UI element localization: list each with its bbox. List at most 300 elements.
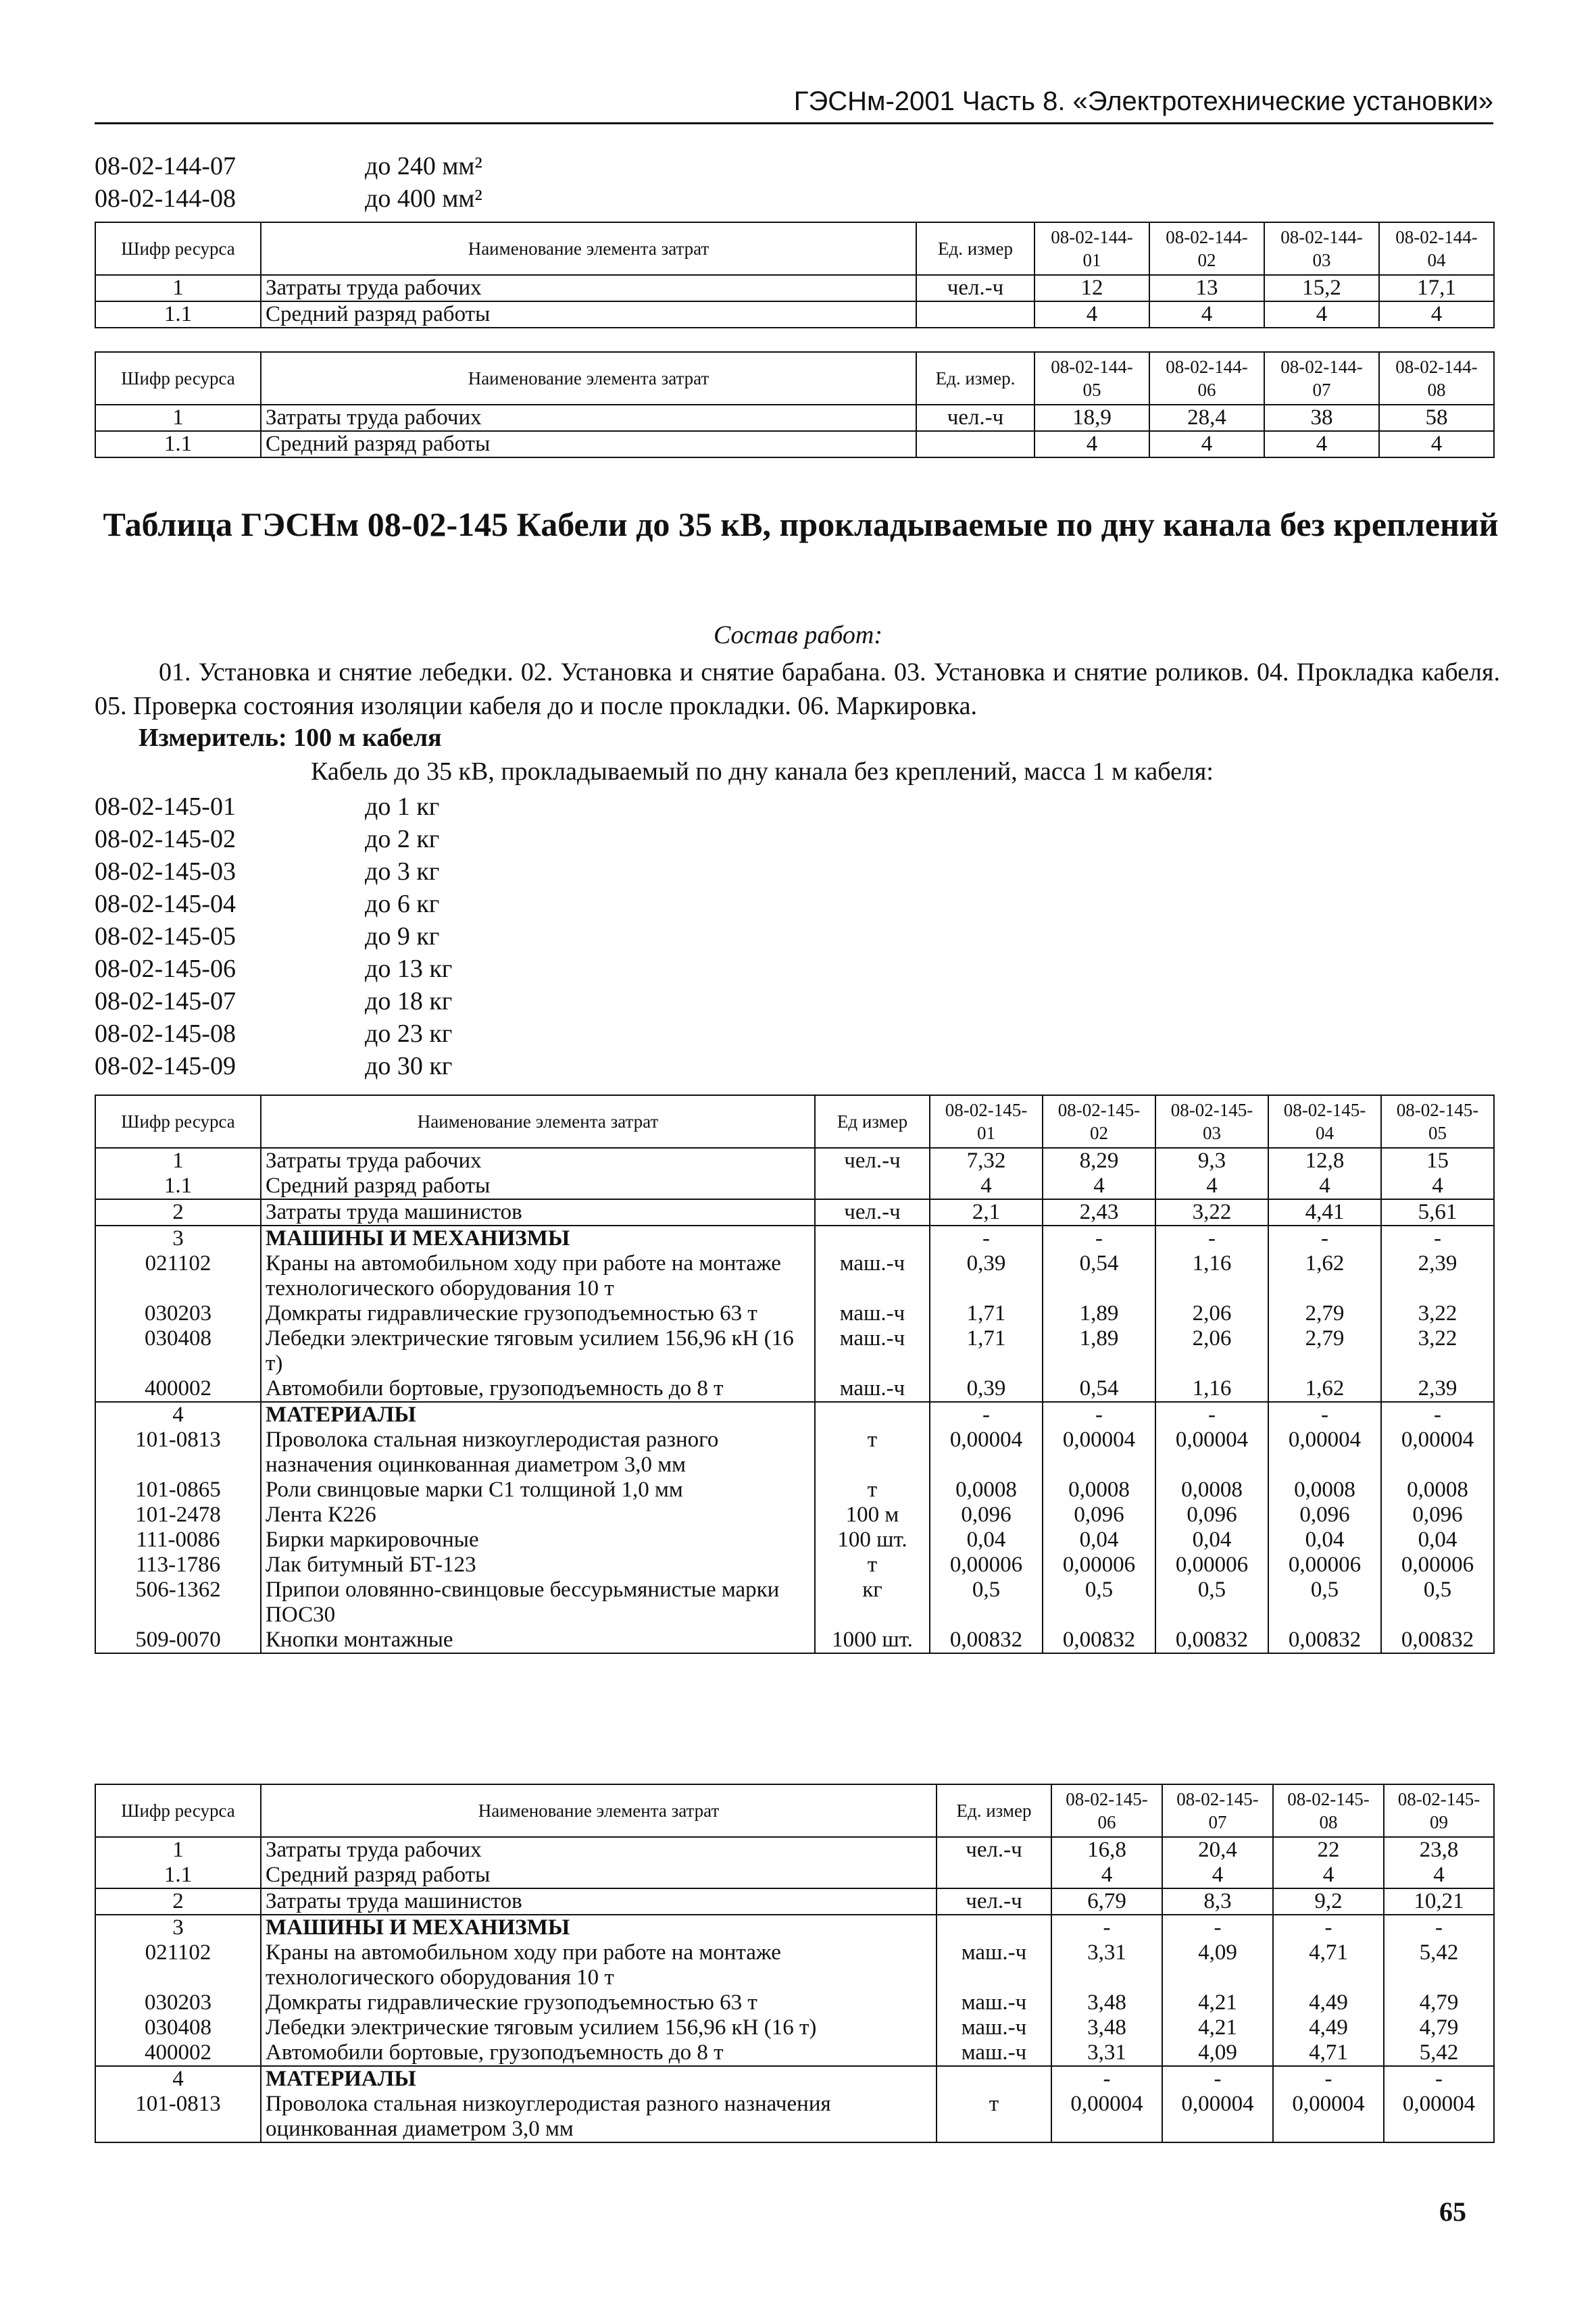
resource-value: 3,22 <box>1155 1199 1268 1226</box>
resource-value: 4 <box>1381 1174 1494 1199</box>
resource-name: Затраты труда рабочих <box>261 1837 937 1863</box>
resource-name: Затраты труда машинистов <box>261 1888 937 1915</box>
resource-value: 4 <box>1162 1863 1273 1888</box>
resource-value: 4 <box>1268 1174 1381 1199</box>
col-header-rate: 08-02-145- 06 <box>1051 1784 1162 1837</box>
resource-value: 2,43 <box>1043 1199 1155 1226</box>
work-code: 08-02-145-07 <box>95 987 236 1015</box>
resource-value: 0,00832 <box>1268 1628 1381 1653</box>
resource-value: 2,1 <box>930 1199 1043 1226</box>
resource-unit <box>937 1915 1051 1940</box>
resource-unit: чел.-ч <box>815 1199 930 1226</box>
resource-value: 0,00004 <box>1162 2092 1273 2142</box>
meter: Измеритель: 100 м кабеля <box>139 724 442 752</box>
resource-value: 4 <box>1149 301 1264 328</box>
table-row <box>95 1553 1494 1578</box>
table-row <box>95 275 1494 301</box>
resource-code: 1 <box>95 275 261 301</box>
table-row <box>95 1503 1494 1528</box>
col-header-rate: 08-02-145- 08 <box>1273 1784 1384 1837</box>
resource-value: 0,5 <box>930 1578 1043 1628</box>
table-header-row <box>95 1784 1494 1837</box>
table-row <box>95 1888 1494 1915</box>
resource-unit: маш.-ч <box>815 1251 930 1301</box>
work-description: до 400 мм² <box>365 184 482 213</box>
resource-unit: т <box>937 2092 1051 2142</box>
code-list-item <box>95 1017 452 1050</box>
table-row <box>95 1148 1494 1174</box>
resource-code: 2 <box>95 1888 261 1915</box>
code-list-item <box>95 790 452 823</box>
resource-value: 0,00006 <box>1268 1553 1381 1578</box>
resource-name: Средний разряд работы <box>261 1863 937 1888</box>
resource-value: 4,41 <box>1268 1199 1381 1226</box>
resource-value: 0,5 <box>1268 1578 1381 1628</box>
resource-value: 4 <box>1149 431 1264 457</box>
resource-name: Бирки маркировочные <box>261 1528 815 1553</box>
resource-value: 0,00004 <box>930 1428 1043 1478</box>
col-header-rate: 08-02-145- 02 <box>1043 1095 1155 1148</box>
resource-value: 4,09 <box>1162 2040 1273 2066</box>
code-list-145 <box>95 790 452 1082</box>
resource-name: Автомобили бортовые, грузоподъемность до 8 т <box>261 2040 937 2066</box>
composition-text: 01. Установка и снятие лебедки. 02. Установка и снятие барабана. 03. Установка и снятие роликов. 04. Прокладка кабеля. 05. Проверка состояния изоляции кабеля до и после прокладки. 06. Маркировка. <box>95 658 1500 720</box>
resource-value: 3,31 <box>1051 2040 1162 2066</box>
resource-value: 4 <box>1034 301 1149 328</box>
resource-unit: маш.-ч <box>937 1990 1051 2015</box>
resource-value: - <box>1381 1402 1494 1428</box>
resource-value: - <box>1273 1915 1384 1940</box>
resource-unit: т <box>815 1478 930 1503</box>
resource-code: 506-1362 <box>95 1578 261 1628</box>
resource-code: 101-0813 <box>95 2092 261 2142</box>
page-number: 65 <box>1439 2196 1466 2227</box>
resource-code: 2 <box>95 1199 261 1226</box>
resource-value: 0,04 <box>930 1528 1043 1553</box>
resource-value: 3,22 <box>1381 1326 1494 1376</box>
work-code: 08-02-145-03 <box>95 857 236 886</box>
resource-code: 113-1786 <box>95 1553 261 1578</box>
resource-value: 4 <box>1273 1863 1384 1888</box>
resource-value: 3,22 <box>1381 1301 1494 1326</box>
table-header-row <box>95 352 1494 405</box>
resource-name: МАШИНЫ И МЕХАНИЗМЫ <box>261 1226 815 1251</box>
work-code: 08-02-145-09 <box>95 1052 236 1080</box>
resource-unit: чел.-ч <box>937 1888 1051 1915</box>
resource-value: - <box>930 1226 1043 1251</box>
resource-value: - <box>1162 1915 1273 1940</box>
resource-value: - <box>1051 1915 1162 1940</box>
resource-table-144-a <box>95 222 1495 328</box>
resource-code: 101-0865 <box>95 1478 261 1503</box>
col-header-rate: 08-02-145- 04 <box>1268 1095 1381 1148</box>
resource-value: 38 <box>1264 405 1379 431</box>
resource-unit: 100 шт. <box>815 1528 930 1553</box>
resource-unit <box>937 2066 1051 2092</box>
resource-value: 3,48 <box>1051 2015 1162 2040</box>
resource-code: 1 <box>95 1148 261 1174</box>
work-description: до 240 мм² <box>365 152 482 180</box>
resource-code: 3 <box>95 1226 261 1251</box>
resource-value: 1,71 <box>930 1326 1043 1376</box>
resource-name: Припои оловянно-свинцовые бессурьмянистые марки ПОС30 <box>261 1578 815 1628</box>
resource-value: - <box>1273 2066 1384 2092</box>
col-header-rate: 08-02-144- 08 <box>1379 352 1494 405</box>
resource-value: 22 <box>1273 1837 1384 1863</box>
table-row <box>95 1402 1494 1428</box>
resource-code: 030408 <box>95 2015 261 2040</box>
work-description: до 1 кг <box>365 793 440 821</box>
resource-unit: кг <box>815 1578 930 1628</box>
resource-value: 15 <box>1381 1148 1494 1174</box>
col-header-unit: Ед. измер <box>937 1784 1051 1837</box>
resource-code: 3 <box>95 1915 261 1940</box>
col-header-rate: 08-02-145- 03 <box>1155 1095 1268 1148</box>
work-description: до 2 кг <box>365 825 440 853</box>
resource-value: 0,5 <box>1155 1578 1268 1628</box>
resource-value: 0,00004 <box>1051 2092 1162 2142</box>
resource-value: 17,1 <box>1379 275 1494 301</box>
resource-table-145-b <box>95 1784 1495 2143</box>
resource-code: 4 <box>95 1402 261 1428</box>
resource-value: 4,21 <box>1162 1990 1273 2015</box>
resource-value: 0,00832 <box>1155 1628 1268 1653</box>
resource-value: 15,2 <box>1264 275 1379 301</box>
resource-name: Лебедки электрические тяговым усилием 156,96 кН (16 т) <box>261 2015 937 2040</box>
table-row <box>95 1578 1494 1628</box>
resource-value: - <box>930 1402 1043 1428</box>
resource-name: Краны на автомобильном ходу при работе на монтаже технологического оборудования 10 т <box>261 1251 815 1301</box>
resource-unit: маш.-ч <box>815 1376 930 1402</box>
resource-value: 0,39 <box>930 1376 1043 1402</box>
resource-value: 2,39 <box>1381 1376 1494 1402</box>
work-code: 08-02-145-04 <box>95 890 236 918</box>
col-header-rate: 08-02-144- 07 <box>1264 352 1379 405</box>
col-header-code: Шифр ресурса <box>95 1784 261 1837</box>
resource-value: 0,39 <box>930 1251 1043 1301</box>
col-header-rate: 08-02-145- 05 <box>1381 1095 1494 1148</box>
resource-code: 1.1 <box>95 1863 261 1888</box>
resource-value: 1,16 <box>1155 1251 1268 1301</box>
resource-value: 4,21 <box>1162 2015 1273 2040</box>
resource-unit: чел.-ч <box>937 1837 1051 1863</box>
resource-name: Затраты труда машинистов <box>261 1199 815 1226</box>
resource-value: 58 <box>1379 405 1494 431</box>
work-description: до 3 кг <box>365 857 440 886</box>
resource-name: Проволока стальная низкоуглеродистая разного назначения оцинкованная диаметром 3,0 мм <box>261 1428 815 1478</box>
resource-value: 1,89 <box>1043 1326 1155 1376</box>
table-row <box>95 301 1494 328</box>
resource-code: 030408 <box>95 1326 261 1376</box>
col-header-code: Шифр ресурса <box>95 1095 261 1148</box>
table-header-row <box>95 222 1494 275</box>
col-header-name: Наименование элемента затрат <box>261 1784 937 1837</box>
resource-name: Лебедки электрические тяговым усилием 156,96 кН (16 т) <box>261 1326 815 1376</box>
col-header-name: Наименование элемента затрат <box>261 222 916 275</box>
resource-value: 3,48 <box>1051 1990 1162 2015</box>
resource-name: Затраты труда рабочих <box>261 1148 815 1174</box>
resource-value: 2,06 <box>1155 1326 1268 1376</box>
resource-value: 6,79 <box>1051 1888 1162 1915</box>
resource-unit <box>815 1402 930 1428</box>
resource-unit: маш.-ч <box>937 2040 1051 2066</box>
resource-value: 9,3 <box>1155 1148 1268 1174</box>
resource-name: Роли свинцовые марки С1 толщиной 1,0 мм <box>261 1478 815 1503</box>
resource-name: Автомобили бортовые, грузоподъемность до 8 т <box>261 1376 815 1402</box>
resource-value: - <box>1051 2066 1162 2092</box>
resource-value: 0,04 <box>1155 1528 1268 1553</box>
table-row <box>95 1226 1494 1251</box>
resource-value: 0,096 <box>1155 1503 1268 1528</box>
resource-unit: т <box>815 1553 930 1578</box>
resource-value: 4,71 <box>1273 2040 1384 2066</box>
resource-value: 0,04 <box>1381 1528 1494 1553</box>
col-header-rate: 08-02-144- 05 <box>1034 352 1149 405</box>
resource-value: 0,0008 <box>1043 1478 1155 1503</box>
resource-code: 021102 <box>95 1940 261 1990</box>
resource-unit <box>815 1226 930 1251</box>
work-code: 08-02-144-08 <box>95 184 236 213</box>
resource-value: 4 <box>1034 431 1149 457</box>
resource-unit: чел.-ч <box>916 275 1034 301</box>
col-header-rate: 08-02-145- 09 <box>1384 1784 1494 1837</box>
code-list-item <box>95 888 452 920</box>
resource-code: 1.1 <box>95 431 261 457</box>
table-header-row <box>95 1095 1494 1148</box>
table-row <box>95 1940 1494 1990</box>
resource-value: 5,42 <box>1384 1940 1494 1990</box>
resource-value: 2,79 <box>1268 1301 1381 1326</box>
resource-value: 4 <box>1379 301 1494 328</box>
table-row <box>95 1174 1494 1199</box>
col-header-code: Шифр ресурса <box>95 352 261 405</box>
resource-unit <box>937 1863 1051 1888</box>
table-row <box>95 1478 1494 1503</box>
resource-value: 9,2 <box>1273 1888 1384 1915</box>
table-row <box>95 1990 1494 2015</box>
resource-name: Средний разряд работы <box>261 431 916 457</box>
resource-unit: чел.-ч <box>916 405 1034 431</box>
resource-name: Домкраты гидравлические грузоподъемностью 63 т <box>261 1301 815 1326</box>
work-code: 08-02-145-05 <box>95 922 236 951</box>
resource-name: Средний разряд работы <box>261 301 916 328</box>
running-header: ГЭСНм-2001 Часть 8. «Электротехнические установки» <box>95 86 1493 124</box>
resource-value: 0,0008 <box>1155 1478 1268 1503</box>
table-row <box>95 1837 1494 1863</box>
resource-value: 8,3 <box>1162 1888 1273 1915</box>
resource-value: 0,04 <box>1268 1528 1381 1553</box>
resource-value: 4,79 <box>1384 1990 1494 2015</box>
resource-name: Домкраты гидравлические грузоподъемностью 63 т <box>261 1990 937 2015</box>
resource-value: - <box>1384 2066 1494 2092</box>
col-header-rate: 08-02-144- 03 <box>1264 222 1379 275</box>
resource-code: 509-0070 <box>95 1628 261 1653</box>
resource-unit: маш.-ч <box>937 2015 1051 2040</box>
resource-value: 23,8 <box>1384 1837 1494 1863</box>
work-code: 08-02-145-06 <box>95 955 236 983</box>
resource-value: 0,00006 <box>1381 1553 1494 1578</box>
table-row <box>95 1376 1494 1402</box>
resource-code: 030203 <box>95 1990 261 2015</box>
resource-value: 0,0008 <box>1268 1478 1381 1503</box>
code-list-item <box>95 182 482 215</box>
resource-value: 12 <box>1034 275 1149 301</box>
table-row <box>95 405 1494 431</box>
resource-value: 12,8 <box>1268 1148 1381 1174</box>
resource-value: 0,00004 <box>1043 1428 1155 1478</box>
resource-value: - <box>1162 2066 1273 2092</box>
resource-value: 4,49 <box>1273 2015 1384 2040</box>
work-description: до 18 кг <box>365 987 453 1015</box>
resource-table-145-a <box>95 1095 1495 1654</box>
resource-value: 20,4 <box>1162 1837 1273 1863</box>
resource-code: 400002 <box>95 2040 261 2066</box>
code-list-item <box>95 1050 452 1082</box>
resource-value: 2,79 <box>1268 1326 1381 1376</box>
resource-value: 1,89 <box>1043 1301 1155 1326</box>
table-row <box>95 1863 1494 1888</box>
resource-value: - <box>1155 1226 1268 1251</box>
composition-title: Состав работ: <box>713 621 883 649</box>
resource-value: 1,62 <box>1268 1376 1381 1402</box>
col-header-unit: Ед измер <box>815 1095 930 1148</box>
resource-value: 4 <box>1155 1174 1268 1199</box>
resource-value: - <box>1268 1402 1381 1428</box>
resource-value: 4,79 <box>1384 2015 1494 2040</box>
table-row <box>95 1528 1494 1553</box>
resource-unit: маш.-ч <box>815 1326 930 1376</box>
code-list-item <box>95 150 482 182</box>
resource-name: Лак битумный БТ-123 <box>261 1553 815 1578</box>
resource-unit <box>916 431 1034 457</box>
resource-value: 4 <box>1379 431 1494 457</box>
resource-value: 4 <box>1051 1863 1162 1888</box>
resource-value: 4 <box>930 1174 1043 1199</box>
resource-value: 0,00004 <box>1384 2092 1494 2142</box>
resource-value: - <box>1381 1226 1494 1251</box>
resource-value: - <box>1043 1402 1155 1428</box>
resource-value: - <box>1043 1226 1155 1251</box>
work-code: 08-02-145-01 <box>95 793 236 821</box>
resource-value: 16,8 <box>1051 1837 1162 1863</box>
resource-code: 1.1 <box>95 1174 261 1199</box>
resource-value: 0,096 <box>930 1503 1043 1528</box>
resource-code: 1 <box>95 1837 261 1863</box>
work-description: до 9 кг <box>365 922 440 951</box>
resource-unit: маш.-ч <box>815 1301 930 1326</box>
code-list-144 <box>95 150 482 215</box>
resource-unit <box>815 1174 930 1199</box>
col-header-rate: 08-02-144- 06 <box>1149 352 1264 405</box>
resource-code: 400002 <box>95 1376 261 1402</box>
col-header-rate: 08-02-145- 01 <box>930 1095 1043 1148</box>
resource-value: 0,00006 <box>1043 1553 1155 1578</box>
resource-value: - <box>1268 1226 1381 1251</box>
resource-code: 101-2478 <box>95 1503 261 1528</box>
code-list-item <box>95 823 452 855</box>
resource-value: 0,54 <box>1043 1251 1155 1301</box>
code-list-item <box>95 953 452 985</box>
resource-value: 0,096 <box>1381 1503 1494 1528</box>
col-header-rate: 08-02-144- 01 <box>1034 222 1149 275</box>
resource-value: 0,0008 <box>930 1478 1043 1503</box>
table-row <box>95 431 1494 457</box>
table-row <box>95 1628 1494 1653</box>
resource-value: 3,31 <box>1051 1940 1162 1990</box>
resource-value: 2,39 <box>1381 1251 1494 1301</box>
resource-value: 0,5 <box>1381 1578 1494 1628</box>
resource-name: МАШИНЫ И МЕХАНИЗМЫ <box>261 1915 937 1940</box>
table-row <box>95 1326 1494 1376</box>
resource-code: 4 <box>95 2066 261 2092</box>
work-code: 08-02-144-07 <box>95 152 236 180</box>
work-description: до 23 кг <box>365 1020 453 1048</box>
col-header-code: Шифр ресурса <box>95 222 261 275</box>
resource-value: 13 <box>1149 275 1264 301</box>
col-header-name: Наименование элемента затрат <box>261 352 916 405</box>
code-list-item <box>95 855 452 888</box>
table-row <box>95 1301 1494 1326</box>
resource-code: 030203 <box>95 1301 261 1326</box>
resource-name: МАТЕРИАЛЫ <box>261 1402 815 1428</box>
resource-value: 4 <box>1264 301 1379 328</box>
table-row <box>95 1428 1494 1478</box>
resource-value: 0,096 <box>1043 1503 1155 1528</box>
resource-unit: 1000 шт. <box>815 1628 930 1653</box>
table-row <box>95 1915 1494 1940</box>
resource-code: 1.1 <box>95 301 261 328</box>
resource-code: 1 <box>95 405 261 431</box>
resource-value: 1,16 <box>1155 1376 1268 1402</box>
resource-code: 101-0813 <box>95 1428 261 1478</box>
work-description: до 13 кг <box>365 955 453 983</box>
resource-value: 10,21 <box>1384 1888 1494 1915</box>
resource-value: 4,71 <box>1273 1940 1384 1990</box>
resource-value: 1,71 <box>930 1301 1043 1326</box>
resource-name: Затраты труда рабочих <box>261 275 916 301</box>
resource-value: 5,61 <box>1381 1199 1494 1226</box>
table-row <box>95 2040 1494 2066</box>
resource-name: Средний разряд работы <box>261 1174 815 1199</box>
resource-name: Проволока стальная низкоуглеродистая разного назначения оцинкованная диаметром 3,0 мм <box>261 2092 937 2142</box>
work-code: 08-02-145-08 <box>95 1020 236 1048</box>
col-header-unit: Ед. измер. <box>916 352 1034 405</box>
resource-table-144-b <box>95 351 1495 458</box>
code-list-item <box>95 920 452 953</box>
resource-value: 0,00006 <box>930 1553 1043 1578</box>
table-row <box>95 1251 1494 1301</box>
resource-value: 4 <box>1043 1174 1155 1199</box>
resource-value: 0,00832 <box>1381 1628 1494 1653</box>
table-row <box>95 2015 1494 2040</box>
resource-value: 18,9 <box>1034 405 1149 431</box>
resource-value: 1,62 <box>1268 1251 1381 1301</box>
resource-value: 0,00006 <box>1155 1553 1268 1578</box>
resource-value: 28,4 <box>1149 405 1264 431</box>
resource-code: 111-0086 <box>95 1528 261 1553</box>
section-title: Таблица ГЭСНм 08-02-145 Кабели до 35 кВ, прокладываемые по дну канала без креплений <box>103 505 1499 543</box>
resource-value: 0,00004 <box>1268 1428 1381 1478</box>
resource-value: 4 <box>1264 431 1379 457</box>
resource-value: 0,00004 <box>1273 2092 1384 2142</box>
resource-value: 0,00004 <box>1381 1428 1494 1478</box>
resource-value: 2,06 <box>1155 1301 1268 1326</box>
code-list-item <box>95 985 452 1017</box>
resource-value: 0,00004 <box>1155 1428 1268 1478</box>
work-code: 08-02-145-02 <box>95 825 236 853</box>
resource-unit: т <box>815 1428 930 1478</box>
col-header-rate: 08-02-145- 07 <box>1162 1784 1273 1837</box>
